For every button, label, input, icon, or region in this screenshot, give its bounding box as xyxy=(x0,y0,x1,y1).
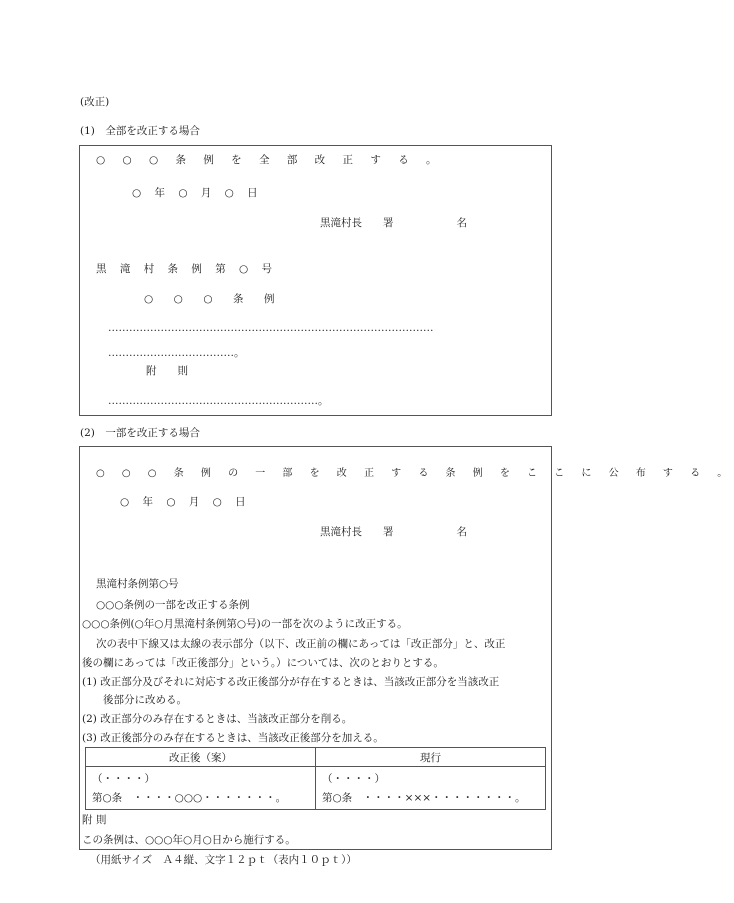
section1-label: (1) 全部を改正する場合 xyxy=(80,125,200,137)
section2-date: ○ 年 ○ 月 ○ 日 xyxy=(120,496,251,508)
section1-supplementary: 附 則 xyxy=(146,365,188,377)
section2-supplementary: 附 則 xyxy=(82,814,107,826)
table-header-after: 改正後（案） xyxy=(86,748,316,767)
comparison-table xyxy=(85,747,546,810)
section2-intro: ○○○条例(○年○月黒滝村条例第○号)の一部を次のように改正する。 xyxy=(82,618,408,630)
section2-label: (2) 一部を改正する場合 xyxy=(80,427,200,439)
section1-ordinance-name: ○ ○ ○ 条 例 xyxy=(144,293,280,305)
page-heading: (改正) xyxy=(80,96,110,108)
table-current-line1: （・・・・） xyxy=(322,773,385,785)
section2-item2: (2) 改正部分のみ存在するときは、当該改正部分を削る。 xyxy=(82,713,353,725)
section1-signer: 黒滝村長 署 名 xyxy=(320,217,467,229)
footer-note: （用紙サイズ Ａ４縦、文字１２ｐｔ（表内１０ｐｔ）） xyxy=(90,854,357,866)
section2-enforcement: この条例は、○○○年○月○日から施行する。 xyxy=(82,834,296,846)
section1-dots-line1: ………………………………………………………………………………… xyxy=(108,322,434,334)
table-current-line2: 第○条 ・・・・×××・・・・・・・・。 xyxy=(322,792,526,804)
section2-signer: 黒滝村長 署 名 xyxy=(320,526,467,538)
section2-item1-line1: (1) 改正部分及びそれに対応する改正後部分が存在するときは、当該改正部分を当該改正 xyxy=(82,676,500,688)
table-cell-after xyxy=(86,767,316,810)
section2-paragraph-line1: 次の表中下線又は太線の表示部分（以下、改正前の欄にあっては「改正部分」と、改正 xyxy=(96,638,506,650)
section1-date: ○ 年 ○ 月 ○ 日 xyxy=(132,187,263,199)
section2-paragraph-line2: 後の欄にあっては「改正後部分」という。）については、次のとおりとする。 xyxy=(82,657,444,669)
section2-item3: (3) 改正後部分のみ存在するときは、当該改正後部分を加える。 xyxy=(82,732,384,744)
section2-ordinance-no: 黒滝村条例第○号 xyxy=(96,578,179,590)
section1-dots-line2: ………………………………。 xyxy=(108,347,245,359)
section2-item1-line2: 後部分に改める。 xyxy=(103,694,187,706)
table-header-current: 現行 xyxy=(316,748,546,767)
section1-dots-line3: ……………………………………………………。 xyxy=(108,395,329,407)
table-after-line1: （・・・・） xyxy=(92,773,155,785)
section2-ordinance-name: ○○○条例の一部を改正する条例 xyxy=(96,599,250,611)
section1-title: ○ ○ ○ 条 例 を 全 部 改 正 す る 。 xyxy=(96,154,444,166)
table-cell-current xyxy=(316,767,546,810)
table-after-line2: 第○条 ・・・・○○○・・・・・・・。 xyxy=(92,792,287,804)
section2-title: ○ ○ ○ 条 例 の 一 部 を 改 正 す る 条 例 を こ こ に 公 布 す る 。 xyxy=(96,468,734,479)
section1-ordinance-no: 黒 滝 村 条 例 第 ○ 号 xyxy=(96,263,278,275)
